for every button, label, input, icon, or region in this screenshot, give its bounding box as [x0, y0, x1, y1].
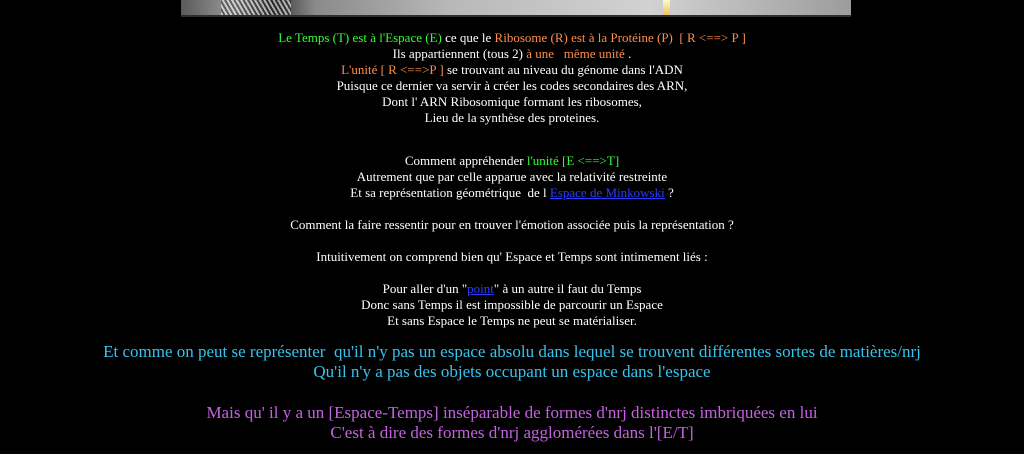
violet-line-2: C'est à dire des formes d'nrj agglomérées dans l'[E/T]: [330, 423, 694, 442]
question-line-3: [0, 185, 1024, 201]
question-unit-text: l'unité [E <==>T]: [526, 153, 620, 168]
question-line-4: Comment la faire ressentir pour en trouver l'émotion associée puis la représentation ?: [290, 217, 734, 232]
question-line-6-end: " à un autre il faut du Temps: [493, 281, 642, 296]
spacer: [0, 201, 1024, 217]
minkowski-link[interactable]: Espace de Minkowski: [549, 185, 665, 200]
intro-paragraph: [0, 30, 1024, 126]
spacer: [0, 265, 1024, 281]
banner-texture: [221, 0, 291, 15]
question-line-6-text: Pour aller d'un ": [382, 281, 468, 296]
question-line-6: [0, 281, 1024, 297]
cyan-line-2: Qu'il n'y a pas des objets occupant un espace dans l'espace: [313, 362, 711, 381]
intro-line-2-end: .: [624, 46, 632, 61]
intro-time-space-text: Le Temps (T) est à l'Espace (E): [278, 30, 442, 45]
intro-line-3: [0, 62, 1024, 78]
intro-ribosome-text: Ribosome (R) est à la Protéine (P) [ R <==> P ]: [494, 30, 746, 45]
intro-line-3-text: se trouvant au niveau du génome dans l'ADN: [443, 62, 683, 77]
question-line-3-end: ?: [664, 185, 674, 200]
intro-unit-rp-text: L'unité [ R <==>P ]: [341, 62, 444, 77]
point-link[interactable]: point: [467, 281, 494, 296]
question-line-1-text: Comment appréhender: [404, 153, 527, 168]
question-line-8: Et sans Espace le Temps ne peut se matérialiser.: [387, 313, 637, 328]
violet-line-1: Mais qu' il y a un [Espace-Temps] inséparable de formes d'nrj distinctes imbriquées en lui: [206, 403, 818, 422]
intro-line-6: Lieu de la synthèse des proteines.: [424, 110, 600, 125]
question-line-3-text: Et sa représentation géométrique de l: [350, 185, 550, 200]
intro-line-5: Dont l' ARN Ribosomique formant les ribosomes,: [382, 94, 642, 109]
violet-paragraph: [0, 403, 1024, 443]
intro-line-4: Puisque ce dernier va servir à créer les codes secondaires des ARN,: [336, 78, 688, 93]
intro-connector-text: ce que le: [441, 30, 495, 45]
banner-glint: [663, 0, 670, 15]
question-line-1: [0, 153, 1024, 169]
question-line-2: Autrement que par celle apparue avec la relativité restreinte: [356, 169, 668, 184]
intro-line-1: [0, 30, 1024, 46]
question-line-5: Intuitivement on comprend bien qu' Espace et Temps sont intimement liés :: [316, 249, 708, 264]
intro-line-2-text: Ils appartiennent (tous 2): [392, 46, 527, 61]
cyan-paragraph: [0, 342, 1024, 382]
header-banner-image: [181, 0, 851, 17]
spacer: [0, 233, 1024, 249]
intro-line-2: [0, 46, 1024, 62]
question-line-7: Donc sans Temps il est impossible de parcourir un Espace: [361, 297, 663, 312]
question-paragraph: [0, 153, 1024, 329]
intro-unit-text: à une même unité: [526, 46, 625, 61]
cyan-line-1: Et comme on peut se représenter qu'il n'y pas un espace absolu dans lequel se trouvent différentes sortes de matières/nrj: [103, 342, 921, 361]
